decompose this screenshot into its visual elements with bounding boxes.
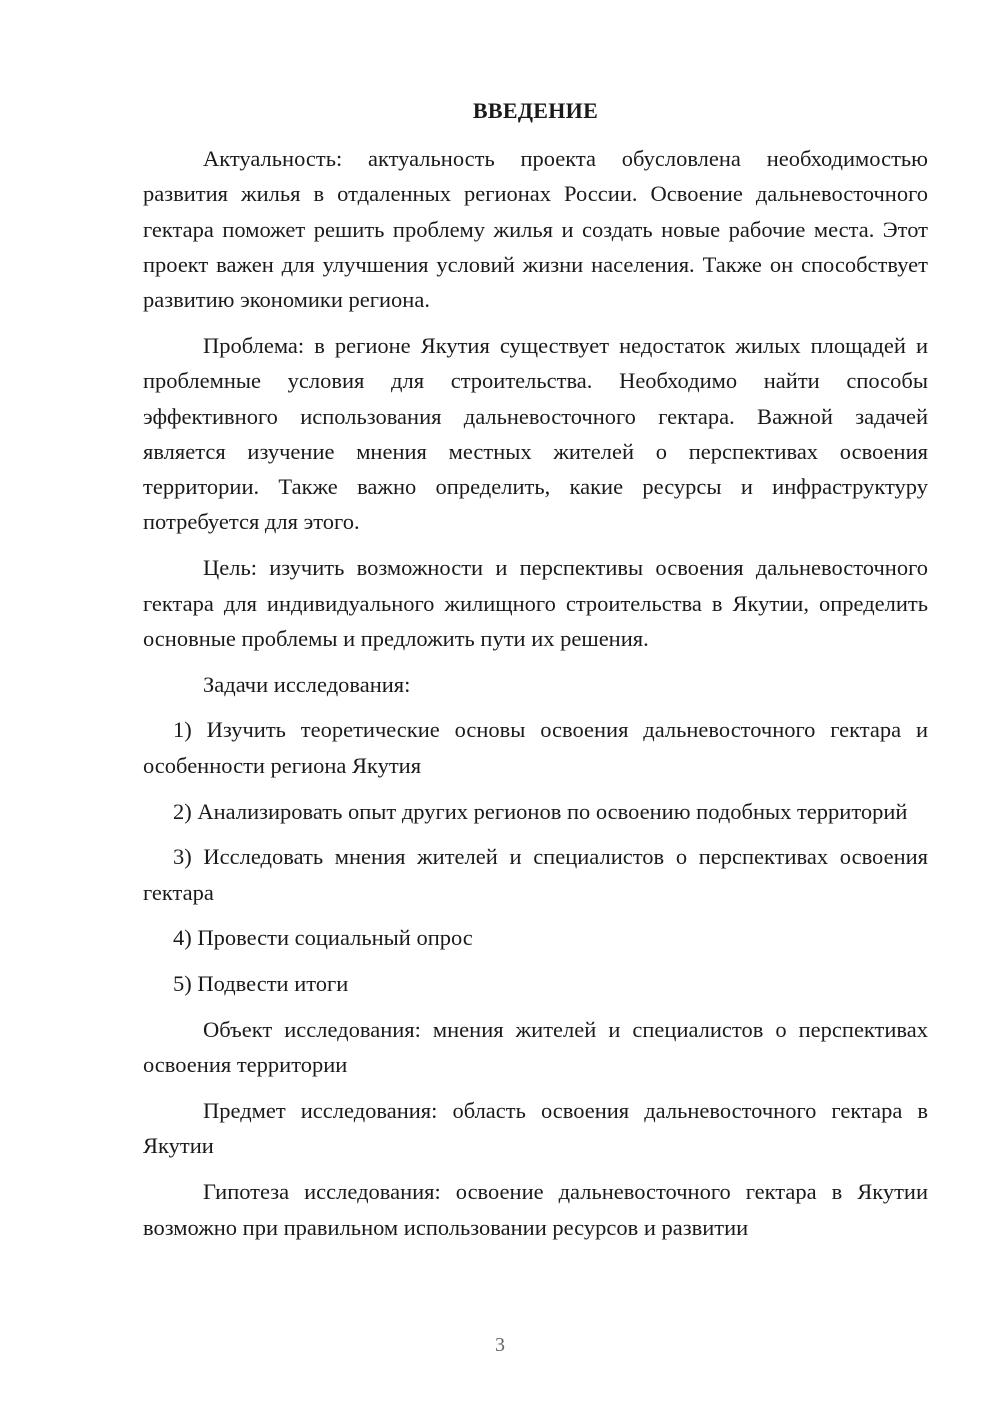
section-heading: ВВЕДЕНИЕ: [472, 98, 599, 123]
relevance-paragraph: Актуальность: актуальность проекта обусловлена необходимостью развития жилья в отдаленных регионах России. Освоение дальневосточного гектара поможет решить проблему жилья и создать новые рабочие места. Этот проект важен для улучшения условий жизни населения. Также он способствует развитию экономики региона.: [143, 146, 928, 313]
task-item: 1) Изучить теоретические основы освоения дальневосточного гектара и особенности региона Якутия: [143, 717, 928, 778]
tasks-heading: Задачи исследования:: [203, 671, 411, 697]
task-item: 4) Провести социальный опрос: [173, 925, 473, 951]
task-item: 5) Подвести итоги: [173, 971, 349, 997]
problem-paragraph: Проблема: в регионе Якутия существует недостаток жилых площадей и проблемные условия для строительства. Необходимо найти способы эффективного использования дальневосточного гектара. Важной задачей является изучение мнения местных жителей о перспективах освоения территории. Также важно определить, какие ресурсы и инфраструктуру потребуется для этого.: [143, 332, 928, 535]
page-number: 3: [495, 1334, 505, 1356]
task-item: 2) Анализировать опыт других регионов по освоению подобных территорий: [173, 798, 908, 824]
body-text: [143, 141, 928, 1245]
object-paragraph: Объект исследования: мнения жителей и специалистов о перспективах освоения территории: [143, 1017, 928, 1078]
hypothesis-paragraph: Гипотеза исследования: освоение дальневосточного гектара в Якутии возможно при правильном использовании ресурсов и развитии: [143, 1179, 928, 1240]
task-item: 3) Исследовать мнения жителей и специалистов о перспективах освоения гектара: [143, 844, 928, 905]
subject-paragraph: Предмет исследования: область освоения дальневосточного гектара в Якутии: [143, 1098, 928, 1159]
goal-paragraph: Цель: изучить возможности и перспективы освоения дальневосточного гектара для индивидуального жилищного строительства в Якутии, определить основные проблемы и предложить пути их решения.: [143, 555, 928, 651]
